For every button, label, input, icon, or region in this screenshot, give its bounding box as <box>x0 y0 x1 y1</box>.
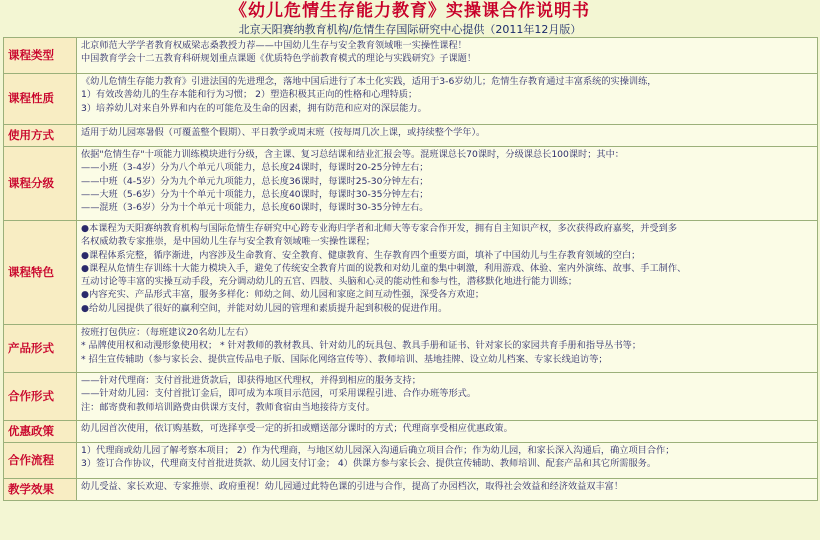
row-label: 合作形式 <box>4 373 77 421</box>
row-content <box>77 125 818 147</box>
content-line: ●给幼儿园提供了很好的赢利空间，并能对幼儿园的管理和素质提升起到积极的促进作用。 <box>81 302 448 314</box>
content-line: 幼儿受益、家长欢迎、专家推崇、政府重视！幼儿园通过此特色课的引进与合作，提高了办园档次，取得社会效益和经济效益双丰富！ <box>81 481 624 492</box>
content-line: ——小班（3-4岁）分为八个单元八项能力，总长度24课时，每课时20-25分钟左右； <box>81 162 429 174</box>
content-line: 互动讨论等丰富的实操互动手段，充分调动幼儿的五官、四肢、头脑和心灵的能动性和参与性，潜移默化地进行能力训练； <box>81 276 578 288</box>
row-label: 课程分级 <box>4 147 77 221</box>
content-line: 幼儿园首次使用，依订购基数，可选择享受一定的折扣或赠送部分课时的方式；代理商享受相应优惠政策。 <box>81 423 513 434</box>
row-content <box>77 443 818 479</box>
row-label: 产品形式 <box>4 325 77 373</box>
row-content <box>77 373 818 421</box>
row-content <box>77 147 818 221</box>
content-line: 《幼儿危情生存能力教育》引进法国的先进理念，落地中国后进行了本土化实践，适用于3-6岁幼儿；危情生存教育通过丰富系统的实操训练， <box>81 76 657 87</box>
row-label: 课程类型 <box>4 38 77 74</box>
content-line: 按班打包供应：（每班建议20名幼儿左右） <box>81 327 254 338</box>
row-content <box>77 325 818 373</box>
content-line: * 招生宣传辅助（参与家长会、提供宣传品电子版、国际化网络宣传等）、教师培训、基地挂牌、设立幼儿档案、专家长线追访等； <box>81 353 608 365</box>
row-label: 合作流程 <box>4 443 77 479</box>
content-line: ——大班（5-6岁）分为十个单元十项能力，总长度40课时，每课时30-35分钟左右； <box>81 188 429 200</box>
table-row <box>4 38 818 74</box>
content-line: ——针对幼儿园：支付首批订金后，即可成为本项目示范园，可采用课程引进、合作办班等形式。 <box>81 388 477 400</box>
row-label: 优惠政策 <box>4 421 77 443</box>
document-title: 《幼儿危情生存能力教育》实操课合作说明书 <box>230 1 590 21</box>
content-line: * 品牌使用权和动漫形象使用权； * 针对教师的教材教具、针对幼儿的玩具包、教具手册和证书、针对家长的家园共育手册和指导丛书等； <box>81 340 642 352</box>
table-row <box>4 74 818 125</box>
content-line: ●课程从危情生存训练十大能力模块入手，避免了传统安全教育片面的说教和对幼儿童的集中刺激，利用游戏、体验、室内外演练、故事、手工制作、 <box>81 262 687 274</box>
table-row <box>4 479 818 501</box>
content-line: 1）有效改善幼儿的生存本能和行为习惯； 2）塑造积极其正向的性格和心理特质； <box>81 89 418 101</box>
content-line: 3）签订合作协议，代理商支付首批进货款、幼儿园支付订金； 4）供课方参与家长会、提供宣传辅助、教师培训、配套产品和其它所需服务。 <box>81 458 657 470</box>
content-line: 中国教育学会十二五教育科研规划重点课题《优质特色学前教育模式的理论与实践研究》子课题！ <box>81 53 477 65</box>
content-line: 注：邮寄费和教师培训路费由供课方支付，教师食宿由当地接待方支付。 <box>81 401 375 413</box>
content-line: ——针对代理商：支付首批进货款后，即获得地区代理权，并得到相应的服务支持； <box>81 375 421 386</box>
row-label: 课程特色 <box>4 221 77 325</box>
row-content <box>77 221 818 325</box>
row-label: 课程性质 <box>4 74 77 125</box>
info-table-body <box>4 38 818 501</box>
content-line: ●本课程为天阳赛纳教育机构与国际危情生存研究中心跨专业海归学者和北师大等专家合作开发，拥有自主知识产权，多次获得政府嘉奖，并受到多 <box>81 223 678 234</box>
row-content <box>77 479 818 501</box>
content-line: 北京师范大学学者教育权威梁志桑教授力荐——中国幼儿生存与安全教育领域唯一实操性课程！ <box>81 40 467 51</box>
content-line: 3）培养幼儿对来自外界和内在的可能危及生命的因素，拥有防范和应对的深层能力。 <box>81 102 427 114</box>
content-line: ●内容充实、产品形式丰富，服务多样化：师幼之间、幼儿园和家庭之间互动性强，深受各方欢迎； <box>81 289 485 301</box>
info-table <box>3 37 818 501</box>
content-line: ——中班（4-5岁）分为九个单元九项能力，总长度36课时，每课时25-30分钟左右； <box>81 175 429 187</box>
table-row <box>4 125 818 147</box>
content-line: 1）代理商或幼儿园了解考察本项目； 2）作为代理商，与地区幼儿园深入沟通后确立项目合作；作为幼儿园，和家长深入沟通后，确立项目合作； <box>81 445 675 456</box>
content-line: 适用于幼儿园寒暑假（可覆盖整个假期）、平日教学或周末班（按每周几次上课，或持续整个学年）。 <box>81 127 486 138</box>
document-subtitle: 北京天阳赛纳教育机构/危情生存国际研究中心提供（2011年12月版） <box>238 23 582 36</box>
table-row <box>4 221 818 325</box>
row-label: 教学效果 <box>4 479 77 501</box>
row-label: 使用方式 <box>4 125 77 147</box>
table-row <box>4 443 818 479</box>
row-content <box>77 38 818 74</box>
table-row <box>4 147 818 221</box>
content-line: ——混班（3-6岁）分为十个单元十项能力，总长度60课时，每课时30-35分钟左右。 <box>81 202 429 214</box>
content-line: 名权威幼教专家推崇，是中国幼儿生存与安全教育领域唯一实操性课程； <box>81 236 375 248</box>
content-line: ●课程体系完整，循序渐进，内容涉及生命教育、安全教育、健康教育、生存教育四个重要方面，填补了中国幼儿与生存教育领域的空白； <box>81 249 641 261</box>
row-content <box>77 74 818 125</box>
table-row <box>4 421 818 443</box>
table-row <box>4 373 818 421</box>
table-row <box>4 325 818 373</box>
content-line: 依据"危情生存"十项能力训练模块进行分级，含主课、复习总结课和结业汇报会等。混班课总长70课时，分级课总长100课时；其中： <box>81 149 624 160</box>
row-content <box>77 421 818 443</box>
